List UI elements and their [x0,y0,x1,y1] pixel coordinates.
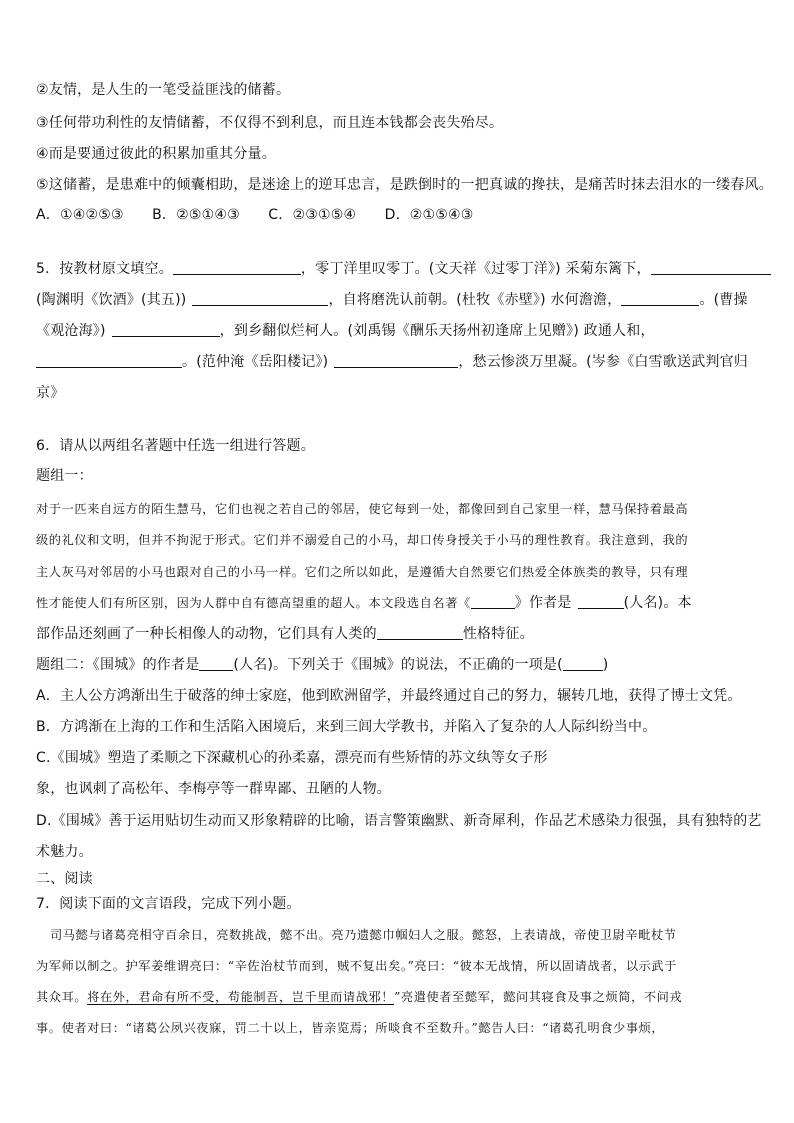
fill-blank[interactable] [334,353,458,368]
text-line: ②友情，是人生的一笔受益匪浅的储蓄。 [36,82,291,98]
text-segment: (人名)。下列关于《围城》的说法，不正确的一项是( [233,657,563,673]
passage-line: 主人灰马对邻居的小马也跟对自己的小马一样。它们之所以如此，是遵循大自然要它们热爱全体族类的教导，只有理 [36,565,689,579]
text-segment: (陶渊明《饮酒》(其五)) [36,292,187,308]
text-segment: 。(范仲淹《岳阳楼记》) [182,354,329,370]
passage-line [36,593,692,613]
option-c-continued: 象，也讽刺了高松年、李梅亭等一群卑鄙、丑陋的人物。 [36,781,391,797]
text-segment: ，到乡翻似烂柯人。(刘禹锡《酬乐天扬州初逢席上见赠》) 政通人和， [219,323,655,339]
fill-blank[interactable] [112,322,220,337]
classical-passage-line [36,987,682,1007]
group-1-title: 题组一： [36,468,93,484]
section-heading: 二、阅读 [36,871,93,887]
fill-blank[interactable] [578,594,624,609]
text-line: ④而是要通过彼此的积累加重其分量。 [36,146,276,162]
text-segment: 性才能使人们有所区别，因为人群中自有德高望重的超人。本文段选自名著《 [36,596,471,610]
option-b: B．方鸿渐在上海的工作和生活陷入困境后，来到三闾大学教书，并陷入了复杂的人人际纠纷当中。 [36,719,657,735]
option-d: D.《围城》善于运用贴切生动而又形象精辟的比喻，语言警策幽默、新奇犀利，作品艺术感染力很强，具有独特的艺 [36,813,762,829]
fill-blank[interactable] [651,260,771,275]
fill-blank[interactable] [621,291,699,306]
fill-blank[interactable] [377,625,463,640]
question-5-line-3 [36,321,655,341]
underlined-sentence: 将在外，君命有所不受，苟能制吾，岂千里而请战邪！ [87,990,395,1004]
answer-options: A．①④②⑤③ B．②⑤①④③ C．②③①⑤④ D．②①⑤④③ [36,207,474,223]
classical-passage-line: 事。使者对曰：“诸葛公夙兴夜寐，罚二十以上，皆亲览焉；所啖食不至数升。”懿告人曰：“诸葛孔明食少事烦， [36,1021,665,1035]
text-segment: ，愁云惨淡万里凝。(岑参《白雪歌送武判官归 [458,354,748,370]
option-c: C.《围城》塑造了柔顺之下深藏机心的孙柔嘉，漂亮而有些矫情的苏文纨等女子形 [36,750,548,766]
text-segment: 《观沧海》) [36,323,106,339]
passage-line [36,624,534,644]
text-line: ③任何带功利性的友情储蓄，不仅得不到利息，而且连本钱都会丧失殆尽。 [36,115,504,131]
text-segment: ”亮遣使者至懿军，懿问其寝食及事之烦简，不问戎 [394,990,683,1004]
option-d-continued: 术魅力。 [36,844,93,860]
question-5-line-4 [36,352,748,372]
text-segment: (人名)。本 [623,595,692,611]
fill-blank[interactable] [471,594,515,609]
question-5-line-1 [36,259,771,279]
text-segment: 性格特征。 [462,626,534,642]
text-segment: 题组二：《围城》的作者是 [36,657,200,673]
fill-blank[interactable] [173,260,301,275]
text-segment: 。(曹操 [699,292,748,308]
question-5-line-2 [36,290,748,310]
text-segment: 》作者是 [514,595,572,611]
passage-line: 对于一匹来自远方的陌生慧马，它们也视之若自己的邻居，使它每到一处，都像回到自己家里一样，慧马保持着最高 [36,502,689,516]
passage-line: 级的礼仪和文明，但并不拘泥于形式。它们并不溺爱自己的小马，却口传身授关于小马的理性教育。我注意到，我的 [36,533,689,547]
text-segment: ，零丁洋里叹零丁。(文天祥《过零丁洋》) 采菊东篱下， [300,261,651,277]
text-line: ⑤这储蓄，是患难中的倾囊相助，是迷途上的逆耳忠言，是跌倒时的一把真诚的搀扶，是痛苦时抹去泪水的一缕春风。 [36,177,773,193]
classical-passage-line: 为军师以制之。护军姜维谓亮曰：“辛佐治杖节而到，贼不复出矣。”亮曰：“彼本无战情，所以固请战者，以示武于 [36,959,677,973]
text-segment: 部作品还刻画了一种长相像人的动物，它们具有人类的 [36,626,377,642]
text-segment: ) [602,657,609,673]
fill-blank[interactable] [36,353,182,368]
text-segment: 其众耳。 [36,990,88,1004]
fill-blank[interactable] [563,656,603,671]
group-2-question [36,655,608,675]
question-7-prompt: 7．阅读下面的文言语段，完成下列小题。 [36,896,301,912]
fill-blank[interactable] [199,656,233,671]
question-5-prompt: 5．按教材原文填空。 [36,261,173,277]
option-a: A．主人公方鸿渐出生于破落的绅士家庭，他到欧洲留学，并最终通过自己的努力，辗转几地，获得了博士文凭。 [36,688,742,704]
fill-blank[interactable] [192,291,328,306]
question-6-prompt: 6．请从以两组名著题中任选一组进行答题。 [36,438,315,454]
question-5-line-5: 京》 [36,385,65,401]
text-segment: ，自将磨洗认前朝。(杜牧《赤壁》) 水何澹澹， [328,292,622,308]
classical-passage-line: 司马懿与诸葛亮相守百余日，亮数挑战，懿不出。亮乃遗懿巾帼妇人之服。懿怒，上表请战，帝使卫尉辛毗杖节 [50,928,677,942]
